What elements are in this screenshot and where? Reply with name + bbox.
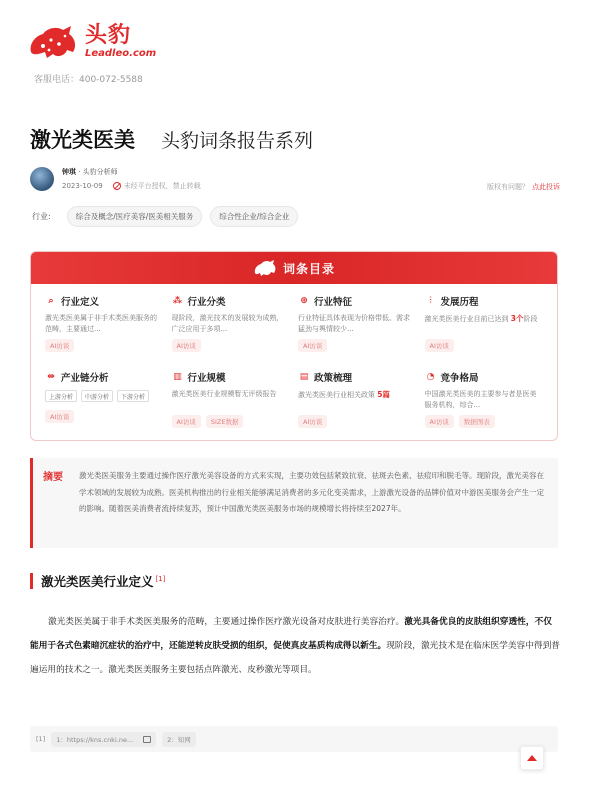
toc-item-desc: 行业特征具体表现为价格带低、需求猛劲与舆情较少... — [298, 314, 410, 333]
toc-item-title: 发展历程 — [440, 297, 479, 308]
toc-panel — [30, 251, 558, 441]
author-name[interactable]: 钟琪 — [62, 168, 76, 176]
copy-icon[interactable] — [143, 736, 151, 743]
upstream-tab[interactable]: 上游分析 — [45, 390, 77, 402]
ai-interview-chip[interactable]: AI访谈 — [298, 415, 327, 428]
size-data-chip[interactable]: SIZE数据 — [206, 415, 244, 428]
toc-item-value-chain[interactable] — [41, 366, 168, 441]
toc-item-features[interactable] — [294, 290, 421, 366]
toc-item-title: 行业特征 — [314, 297, 353, 308]
abstract-box — [30, 458, 558, 548]
hierarchy-icon: ⁂ — [172, 296, 183, 306]
title-main: 激光类医美 — [30, 128, 135, 152]
ai-interview-chip[interactable]: AI访谈 — [425, 415, 454, 428]
prohibited-icon — [113, 182, 121, 190]
ai-interview-chip[interactable]: AI访谈 — [425, 339, 454, 352]
ai-interview-chip[interactable]: AI访谈 — [298, 339, 327, 352]
ref-link-zhiwang[interactable]: 2：知网 — [162, 732, 196, 747]
ai-interview-chip[interactable]: AI访谈 — [45, 339, 74, 352]
toc-item-title: 政策梳理 — [314, 373, 353, 384]
complain-link[interactable]: 点此投诉 — [532, 183, 560, 191]
title-sub: 头豹词条报告系列 — [161, 130, 314, 152]
toc-item-desc: 现阶段，激光技术的发展较为成熟，广泛应用于多项... — [171, 314, 284, 333]
avatar[interactable] — [30, 167, 54, 191]
ai-interview-chip[interactable]: AI访谈 — [172, 415, 201, 428]
ref-index: [1] — [36, 735, 46, 743]
page-title — [30, 124, 313, 154]
section-heading — [30, 572, 165, 590]
toc-heading: 词条目录 — [282, 261, 335, 276]
stage-count: 3个 — [510, 314, 524, 323]
complain-prompt: 版权有问题？ — [487, 183, 529, 191]
copyright-notice — [113, 181, 201, 191]
brand-logo[interactable] — [27, 22, 156, 62]
toc-item-title: 行业定义 — [61, 297, 100, 308]
ref-link-cnki[interactable]: 1：https://kns.cnki.ne... — [51, 732, 156, 747]
midstream-tab[interactable]: 中游分析 — [81, 390, 113, 402]
ai-interview-chip[interactable]: AI访谈 — [45, 410, 74, 423]
toc-item-policy[interactable] — [294, 366, 421, 441]
leopard-logo-icon — [27, 22, 79, 62]
brand-name-cn: 头豹 — [85, 23, 132, 48]
toc-item-title: 行业规模 — [187, 373, 226, 384]
pie-chart-icon: ◔ — [426, 372, 435, 382]
toc-item-definition[interactable] — [41, 290, 168, 366]
author-bar — [30, 167, 570, 191]
search-doc-icon: ⌕ — [48, 296, 54, 306]
brand-name-en: Leadleo.com — [85, 48, 157, 59]
hotline: 客服电话：400-072-5588 — [34, 75, 143, 85]
target-icon: ⊕ — [300, 296, 308, 306]
toc-item-title: 行业分类 — [187, 297, 226, 308]
abstract-label: 摘要 — [43, 472, 63, 483]
toc-item-title: 竞争格局 — [440, 373, 479, 384]
document-icon: ▤ — [299, 372, 309, 382]
section-title: 激光类医美行业定义 — [41, 574, 154, 589]
copyright-notice-text: 未经平台授权，禁止转载 — [123, 182, 201, 190]
complain-area — [487, 182, 560, 192]
industry-tag[interactable]: 综合性企业/综合企业 — [210, 206, 298, 227]
toc-item-desc: 激光类医美属于非手术类医美服务的范畴，主要通过... — [45, 314, 157, 333]
toc-item-competition[interactable] — [421, 366, 548, 441]
references-bar — [30, 726, 558, 752]
bold-highlight: 激光具备优良的皮肤组织穿透性，不仅能用于各式色素暗沉症状的治疗中，还能逆转皮肤受损的组织，促使真皮基质构成得以新生。 — [30, 617, 552, 651]
toc-item-desc: 激光类医美行业相关政策 5篇 — [298, 390, 390, 399]
section-bar — [30, 573, 33, 589]
toc-item-title: 产业链分析 — [61, 373, 109, 384]
toc-item-desc: 激光类医美行业目前已达到 3个阶段 — [424, 314, 538, 323]
data-chart-chip[interactable]: 数据图表 — [459, 415, 495, 428]
chain-icon: ⇹ — [47, 372, 55, 382]
leopard-icon — [253, 259, 277, 277]
bar-chart-icon: ▥ — [173, 372, 182, 382]
downstream-tab[interactable]: 下游分析 — [117, 390, 149, 402]
toc-item-classification[interactable] — [168, 290, 295, 366]
toc-header — [31, 252, 557, 284]
industry-label: 行业: — [32, 212, 51, 221]
abstract-text: 激光类医美服务主要通过操作医疗激光美容设备的方式来实现，主要功效包括紧致抗衰、祛斑去色素、祛痘印和脱毛等。现阶段，激光美容在学术领域的发展较为成熟。医美机构推出的行业相关能够满足消费者的多元化变美需求，上游激光设备的品牌价值对中游医美服务会产生一定的影响。随着医美消费者流持续复苏，预计中国激光类医美服务市场的规模增长将持续至2027年。 — [79, 471, 544, 513]
timeline-icon: ⫶ — [429, 296, 432, 306]
toc-item-desc: 激光类医美行业规模暂无评级报告 — [171, 390, 277, 398]
footnote-ref[interactable]: [1] — [155, 574, 166, 583]
toc-item-market-size[interactable] — [168, 366, 295, 441]
toc-item-desc: 中国激光类医美的主要参与者是医美服务机构，综合... — [424, 390, 537, 409]
industry-tag[interactable]: 综合及概念/医疗美容/医美相关服务 — [67, 206, 203, 227]
publish-date: 2023-10-09 — [62, 182, 103, 190]
toc-item-history[interactable] — [421, 290, 548, 366]
definition-paragraph: 激光类医美属于非手术类医美服务的范畴，主要通过操作医疗激光设备对皮肤进行美容治疗。激光具备优良的皮肤组织穿透性，不仅能用于各式色素暗沉症状的治疗中，还能逆转皮肤受损的组织，促使真皮基质构成得以新生。现阶段，激光技术是在临床医学美容中得到普遍运用的技术之一。激光类医美服务主要包括点阵激光、皮秒激光等项目。 — [30, 617, 560, 675]
ai-interview-chip[interactable]: AI访谈 — [172, 339, 201, 352]
industry-row — [32, 206, 306, 227]
author-role: · 头豹分析师 — [78, 168, 118, 176]
back-to-top-button[interactable] — [520, 746, 544, 770]
policy-count: 5篇 — [377, 390, 390, 399]
